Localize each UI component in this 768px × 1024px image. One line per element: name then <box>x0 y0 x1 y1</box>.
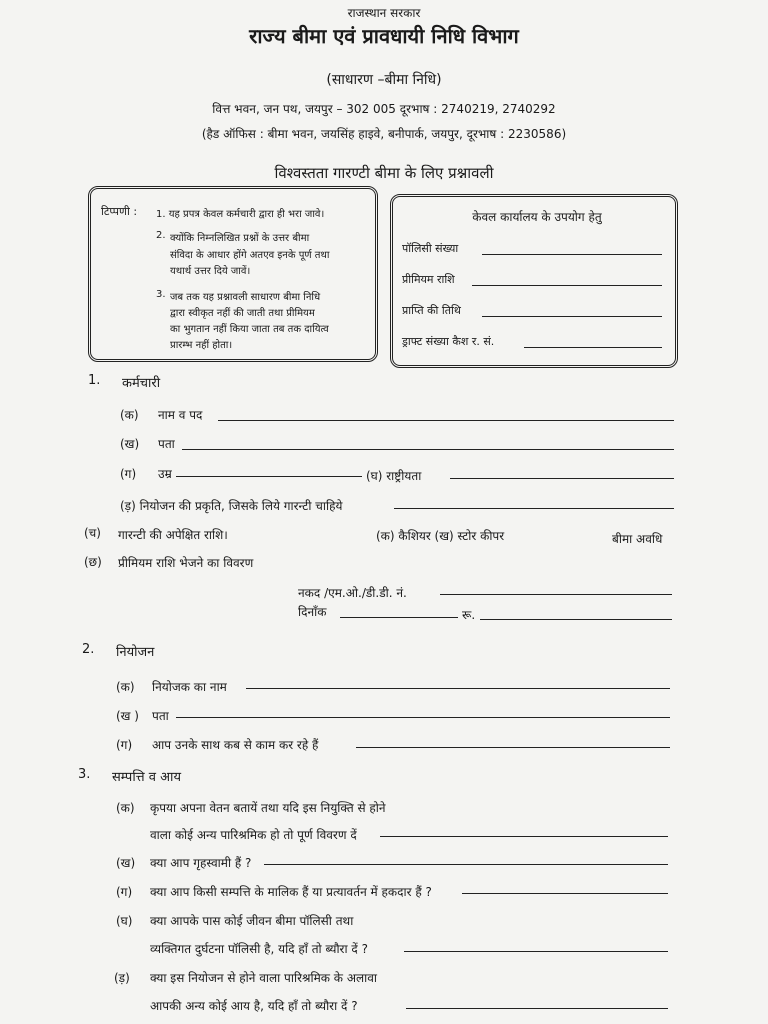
s1-chha-label: (छ) <box>84 555 102 569</box>
state-name: राजस्थान सरकार <box>347 6 421 20</box>
s1-employment-nature-label: (ड़) नियोजन की प्रकृति, जिसके लिये गारन्टी चाहिये <box>120 499 343 513</box>
payment-amount-field[interactable] <box>480 619 672 620</box>
employment-nature-field[interactable] <box>394 508 674 509</box>
note-3-line-4: प्रारम्भ नहीं होता। <box>170 340 233 351</box>
section-1-title: कर्मचारी <box>122 376 161 391</box>
draft-number-label: ड्राफ्ट संख्या कैश र. सं. <box>402 335 495 348</box>
s2-ka-label: (क) <box>116 680 135 694</box>
address-line: वित्त भवन, जन पथ, जयपुर – 302 005 दूरभाष : 2740219, 2740292 <box>212 102 556 116</box>
s1-cashier-storekeeper: (क) कैशियर (ख) स्टोर कीपर <box>376 529 505 543</box>
s1-nationality-label: (घ) राष्ट्रीयता <box>366 469 422 483</box>
s3-property-label: क्या आप किसी सम्पत्ति के मालिक हैं या प्रत्यावर्तन में हकदार हैं ? <box>150 885 432 899</box>
s1-date-label: दिनाँक <box>298 605 327 619</box>
note-3-line-1: जब तक यह प्रश्नावली साधारण बीमा निधि <box>170 292 321 303</box>
employer-name-field[interactable] <box>246 688 670 689</box>
note-2-line-2: संविदा के आधार होंगे अतएव इनके पूर्ण तथा <box>170 250 330 261</box>
s3-ga-label: (ग) <box>116 885 133 899</box>
cash-mo-dd-field[interactable] <box>440 594 672 595</box>
property-field[interactable] <box>462 893 668 894</box>
s1-guarantee-amount-label: गारन्टी की अपेक्षित राशि। <box>118 528 228 542</box>
nationality-field[interactable] <box>450 478 674 479</box>
premium-amount-label: प्रीमियम राशि <box>402 273 455 286</box>
receipt-date-field[interactable] <box>482 316 662 317</box>
s3-other-income-line-2: आपकी अन्य कोई आय है, यदि हाँ तो ब्यौरा दें ? <box>150 999 358 1013</box>
note-3-number: 3. <box>156 289 166 300</box>
homeowner-field[interactable] <box>264 864 668 865</box>
s3-insurance-line-2: व्यक्तिगत दुर्घटना पॉलिसी है, यदि हाँ तो ब्यौरा दें ? <box>150 942 368 956</box>
s1-address-label: पता <box>158 437 175 451</box>
note-2-line-3: यथार्थ उत्तर दिये जावें। <box>170 266 251 277</box>
note-1: 1. यह प्रपत्र केवल कर्मचारी द्वारा ही भरा जावे। <box>156 209 325 220</box>
s1-age-label: उम्र <box>158 467 172 481</box>
section-3-number: 3. <box>78 767 91 782</box>
section-1-number: 1. <box>88 373 101 388</box>
department-title: राज्य बीमा एवं प्रावधायी निधि विभाग <box>249 24 519 48</box>
draft-number-field[interactable] <box>524 347 662 348</box>
notes-label: टिप्पणी : <box>101 205 138 218</box>
payment-date-field[interactable] <box>340 617 458 618</box>
s1-name-designation-label: नाम व पद <box>158 408 203 422</box>
s1-cha-label: (च) <box>84 526 101 540</box>
salary-details-field[interactable] <box>380 836 668 837</box>
s1-premium-dispatch-label: प्रीमियम राशि भेजने का विवरण <box>118 556 254 570</box>
policy-number-field[interactable] <box>482 254 662 255</box>
head-office-line: (हैड ऑफिस : बीमा भवन, जयसिंह हाइवे, बनीपार्क, जयपुर, दूरभाष : 2230586) <box>201 127 567 141</box>
s3-kha-label: (ख) <box>116 856 136 870</box>
s2-ga-label: (ग) <box>116 738 133 752</box>
form-title: विश्वस्तता गारण्टी बीमा के लिए प्रश्नावली <box>274 164 494 182</box>
s1-rs-label: रू. <box>462 608 476 622</box>
s3-ka-label: (क) <box>116 801 135 815</box>
s2-employer-name-label: नियोजक का नाम <box>152 680 227 694</box>
s1-cash-mo-dd-label: नकद /एम.ओ./डी.डी. नं. <box>298 586 407 600</box>
s1-insurance-duration: बीमा अवधि <box>612 532 663 546</box>
s3-salary-line-2: वाला कोई अन्य पारिश्रमिक हो तो पूर्ण विवरण दें <box>150 828 357 842</box>
s1-ga-label: (ग) <box>120 467 137 481</box>
policy-number-label: पॉलिसी संख्या <box>402 242 459 255</box>
name-designation-field[interactable] <box>218 420 674 421</box>
employee-address-field[interactable] <box>182 449 674 450</box>
s3-nga-label: (ड़) <box>114 971 130 985</box>
s2-kha-label: (ख ) <box>116 709 139 723</box>
employment-duration-field[interactable] <box>356 747 670 748</box>
note-2-line-1: क्योंकि निम्नलिखित प्रश्नों के उत्तर बीमा <box>170 233 310 244</box>
s3-other-income-line-1: क्या इस नियोजन से होने वाला पारिश्रमिक के अलावा <box>150 971 378 985</box>
section-2-number: 2. <box>82 642 95 657</box>
s1-kha-label: (ख) <box>120 437 140 451</box>
s2-since-when-label: आप उनके साथ कब से काम कर रहे हैं <box>152 738 319 752</box>
receipt-date-label: प्राप्ति की तिथि <box>402 304 461 317</box>
s3-salary-line-1: कृपया अपना वेतन बतायें तथा यदि इस नियुक्ति से होने <box>150 801 386 815</box>
note-3-line-2: द्वारा स्वीकृत नहीं की जाती तथा प्रीमियम <box>170 308 315 319</box>
fund-subtitle: (साधारण –बीमा निधि) <box>326 72 442 88</box>
s3-homeowner-label: क्या आप गृहस्वामी हैं ? <box>150 856 252 870</box>
section-2-title: नियोजन <box>116 645 155 660</box>
s1-ka-label: (क) <box>120 408 139 422</box>
insurance-details-field[interactable] <box>404 951 668 952</box>
section-3-title: सम्पत्ति व आय <box>112 770 181 785</box>
s3-gha-label: (घ) <box>116 914 133 928</box>
premium-amount-field[interactable] <box>472 285 662 286</box>
employer-address-field[interactable] <box>176 717 670 718</box>
s3-insurance-line-1: क्या आपके पास कोई जीवन बीमा पॉलिसी तथा <box>150 914 354 928</box>
note-3-line-3: का भुगतान नहीं किया जाता तब तक दायित्व <box>170 324 329 335</box>
age-field[interactable] <box>176 476 362 477</box>
s2-address-label: पता <box>152 709 169 723</box>
note-2-number: 2. <box>156 230 166 241</box>
office-use-title: केवल कार्यालय के उपयोग हेतु <box>472 210 602 224</box>
other-income-field[interactable] <box>406 1008 668 1009</box>
